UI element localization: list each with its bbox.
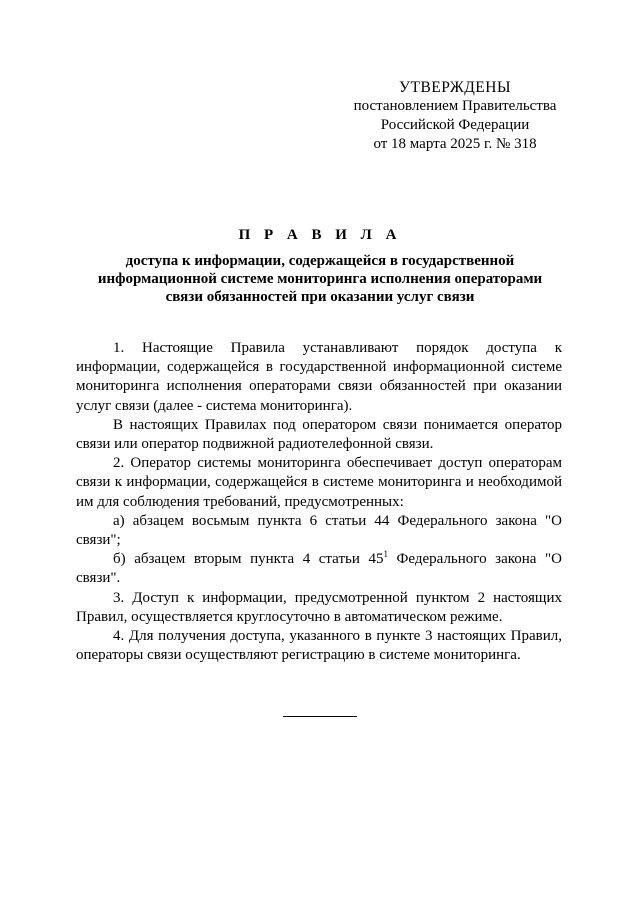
approval-heading: УТВЕРЖДЕНЫ (399, 79, 511, 96)
document-body (76, 339, 562, 665)
paragraph-2: В настоящих Правилах под оператором связи понимается оператор связи или оператор подвижной радиотелефонной связи. (76, 416, 562, 453)
paragraph-5-text: б) абзацем вторым пункта 4 статьи 45 (113, 551, 384, 568)
approval-line-1: постановлением Правительства (353, 98, 557, 114)
end-divider (283, 716, 357, 717)
paragraph-5 (76, 550, 562, 588)
subtitle-line-2: информационной системе мониторинга исполнения операторами (97, 271, 543, 287)
subtitle-line-1: доступа к информации, содержащейся в государственной (125, 253, 515, 269)
approval-stamp (340, 78, 570, 154)
footnote-superscript: 1 (383, 549, 388, 560)
paragraph-3: 2. Оператор системы мониторинга обеспечивает доступ операторам связи к информации, содержащейся в системе мониторинга и необходимой им для соблюдения требований, предусмотренных: (76, 455, 562, 510)
approval-line-3: от 18 марта 2025 г. № 318 (373, 136, 537, 152)
document-title: П Р А В И Л А (238, 227, 402, 243)
document-subtitle (60, 252, 580, 306)
paragraph-5-text-end: Федерального закона "О связи". (76, 551, 562, 587)
paragraph-4: а) абзацем восьмым пункта 6 статьи 44 Федерального закона "О связи"; (76, 512, 562, 549)
paragraph-7: 4. Для получения доступа, указанного в пункте 3 настоящих Правил, операторы связи осуществляют регистрацию в системе мониторинга. (76, 628, 562, 664)
subtitle-line-3: связи обязанностей при оказании услуг связи (165, 289, 475, 305)
paragraph-1: 1. Настоящие Правила устанавливают порядок доступа к информации, содержащейся в государственной информационной системе мониторинга исполнения операторами связи обязанностей при оказании услуг связи (далее - система мониторинга). (76, 340, 562, 414)
paragraph-6: 3. Доступ к информации, предусмотренной пунктом 2 настоящих Правил, осуществляется круглосуточно в автоматическом режиме. (76, 589, 562, 625)
approval-line-2: Российской Федерации (380, 117, 530, 133)
